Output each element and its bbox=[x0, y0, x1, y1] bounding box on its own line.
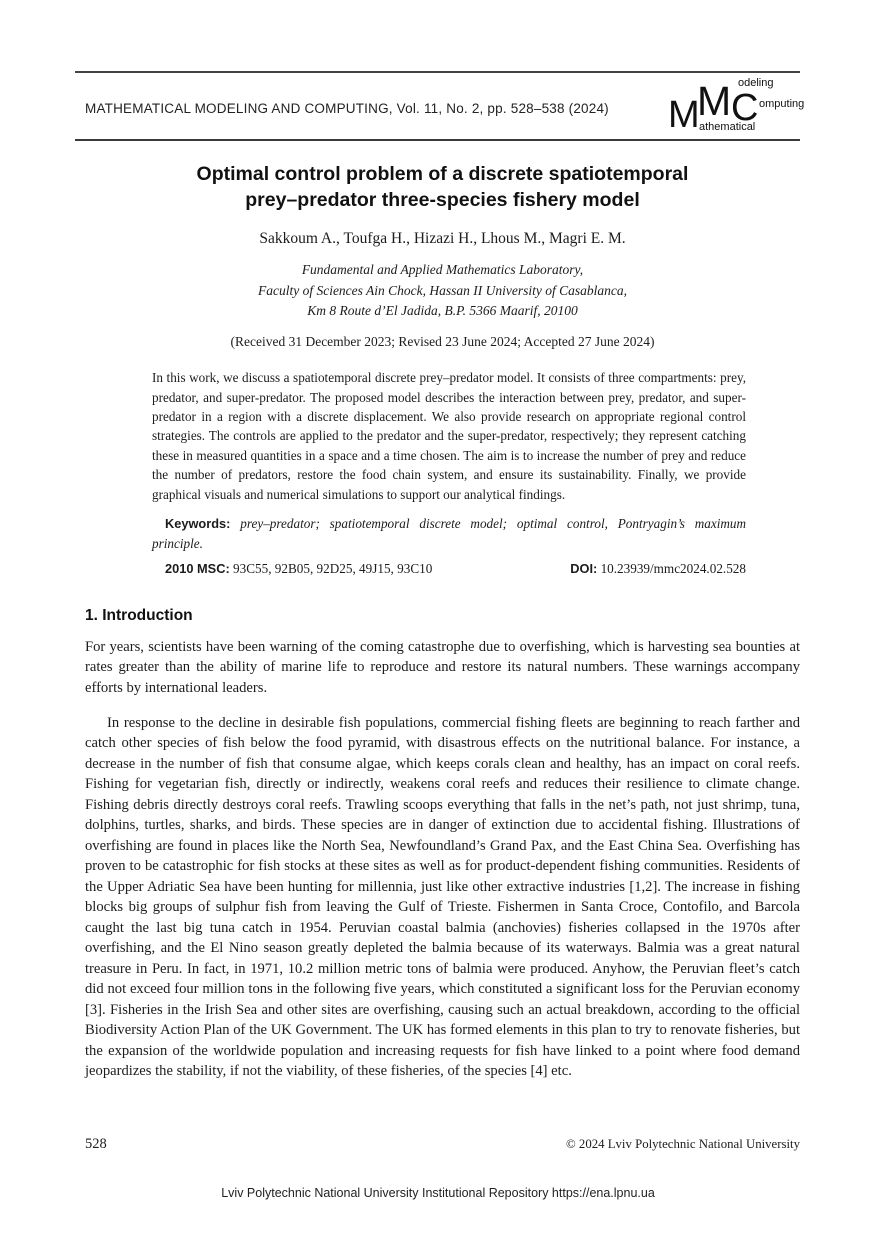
msc-doi-line bbox=[152, 561, 746, 577]
keywords-text: prey–predator; spatiotemporal discrete model; optimal control, Pontryagin’s maximum principle. bbox=[152, 516, 746, 551]
msc-codes: 93C55, 92B05, 92D25, 49J15, 93C10 bbox=[233, 560, 433, 576]
keywords-label: Keywords: bbox=[165, 516, 231, 532]
paper-title bbox=[85, 162, 800, 213]
introduction-paragraph-2: In response to the decline in desirable fish populations, commercial fishing fleets are beginning to reach farther and catch other species of fish below the food pyramid, with disastrous effects on the nutritional balance. For instance, a decrease in the number of fish that consume algae, which keeps corals clean and healthy, has an impact on coral reefs. Fishing for vegetarian fish, directly or indirectly, weakens coral reefs and reduces their resilience to climate change. Fishing debris directly destroys coral reefs. Trawling scoops everything that falls in the net’s path, not just shrimp, tuna, dolphins, turtles, sharks, and birds. These species are in danger of extinction due to accidental fishing. Illustrations of overfishing are found in places like the North Sea, Newfoundland’s Grand Pax, and the East China Sea. Overfishing has proven to be catastrophic for fish stocks at these sites as well as for product-dependent fishing communities. Residents of the Upper Adriatic Sea have been hunting for millennia, just like other extractive industries [1,2]. The increase in fishing blocks big groups of sulphur fish from leaving the Gulf of Trieste. Fishermen in Santa Croce, Contofilo, and Barcola caught the last big tuna catch in 1954. Peruvian coastal balmia (anchovies) fisheries collapsed in the 1970s after overfishing, and the El Nino season greatly depleted the balmia because of its waterways. Balmia was a great natural treasure in Peru. In fact, in 1971, 10.2 million metric tons of balmia were produced. Anyhow, the Peruvian fleet’s catch did not exceed four million tons in the following five years, which constituted a significant loss for the Peruvian economy [3]. Fisheries in the Irish Sea and other sites are overfishing, causing such an actual breakdown, according to the official Biodiversity Action Plan of the UK Government. The UK has formed elements in this plan to try to renovate fisheries, but the expansion of the worldwide population and increasing requests for fish have linked to a point where food demand jeopardizes the stability, if not the viability, of these fisheries, of the species [4] etc. bbox=[85, 714, 800, 1080]
affiliation-line3: Km 8 Route d’El Jadida, B.P. 5366 Maarif, 20100 bbox=[307, 302, 578, 318]
logo-letter-m-mathematical: M bbox=[668, 94, 700, 136]
affiliation-line2: Faculty of Sciences Ain Chock, Hassan II University of Casablanca, bbox=[257, 282, 628, 298]
affiliation-block bbox=[85, 260, 800, 321]
introduction-paragraph-1: For years, scientists have been warning of the coming catastrophe due to overfishing, which is harvesting sea bounties at rates greater than the ability of marine life to reproduce and restore its natural numbers. These warnings accompany efforts by international leaders. bbox=[85, 638, 800, 696]
main-content-column bbox=[85, 0, 800, 1096]
section-heading-introduction: 1. Introduction bbox=[85, 606, 193, 624]
page-footer bbox=[85, 1136, 800, 1153]
author-list: Sakkoum A., Toufga H., Hizazi H., Lhous M., Magri E. M. bbox=[259, 230, 626, 248]
logo-text-omputing: omputing bbox=[759, 98, 805, 110]
logo-text-odeling: odeling bbox=[738, 77, 774, 89]
copyright-notice: © 2024 Lviv Polytechnic National University bbox=[566, 1137, 800, 1151]
msc-label: 2010 MSC: bbox=[165, 560, 230, 576]
keywords-block bbox=[152, 514, 746, 553]
affiliation-line1: Fundamental and Applied Mathematics Laboratory, bbox=[301, 262, 584, 278]
received-dates-line: (Received 31 December 2023; Revised 23 June 2024; Accepted 27 June 2024) bbox=[230, 334, 655, 350]
paper-title-line1: Optimal control problem of a discrete spatiotemporal bbox=[196, 163, 689, 185]
repository-footer-line: Lviv Polytechnic National University Institutional Repository https://ena.lpnu.ua bbox=[221, 1186, 655, 1200]
logo-letter-c-computing: C bbox=[731, 87, 759, 129]
logo-letter-m-modeling: M bbox=[697, 78, 732, 124]
journal-header-line: MATHEMATICAL MODELING AND COMPUTING, Vol. 11, No. 2, pp. 528–538 (2024) bbox=[85, 101, 609, 116]
abstract-text: In this work, we discuss a spatiotemporal discrete prey–predator model. It consists of three compartments: prey, predator, and super-predator. The proposed model describes the interaction between prey, predator, and super-predator in a region with a discrete displacement. We also provide research on appropriate regional control strategies. The controls are applied to the predator and the super-predator, respectively; they represent catching these in measured quantities in a space and a time chosen. The aim is to increase the number of prey and reduce the number of predators, restore the food chain system, and ensure its sustainability. Finally, we provide graphical visuals and numerical simulations to support our analytical findings. bbox=[152, 370, 746, 502]
msc-entry bbox=[152, 561, 432, 577]
doi-entry bbox=[570, 561, 746, 577]
page-number: 528 bbox=[85, 1136, 107, 1152]
doi-value: 10.23939/mmc2024.02.528 bbox=[600, 560, 746, 576]
doi-label: DOI: bbox=[570, 560, 598, 576]
paper-title-line2: prey–predator three-species fishery model bbox=[245, 188, 640, 211]
logo-text-athematical: athematical bbox=[699, 121, 756, 133]
